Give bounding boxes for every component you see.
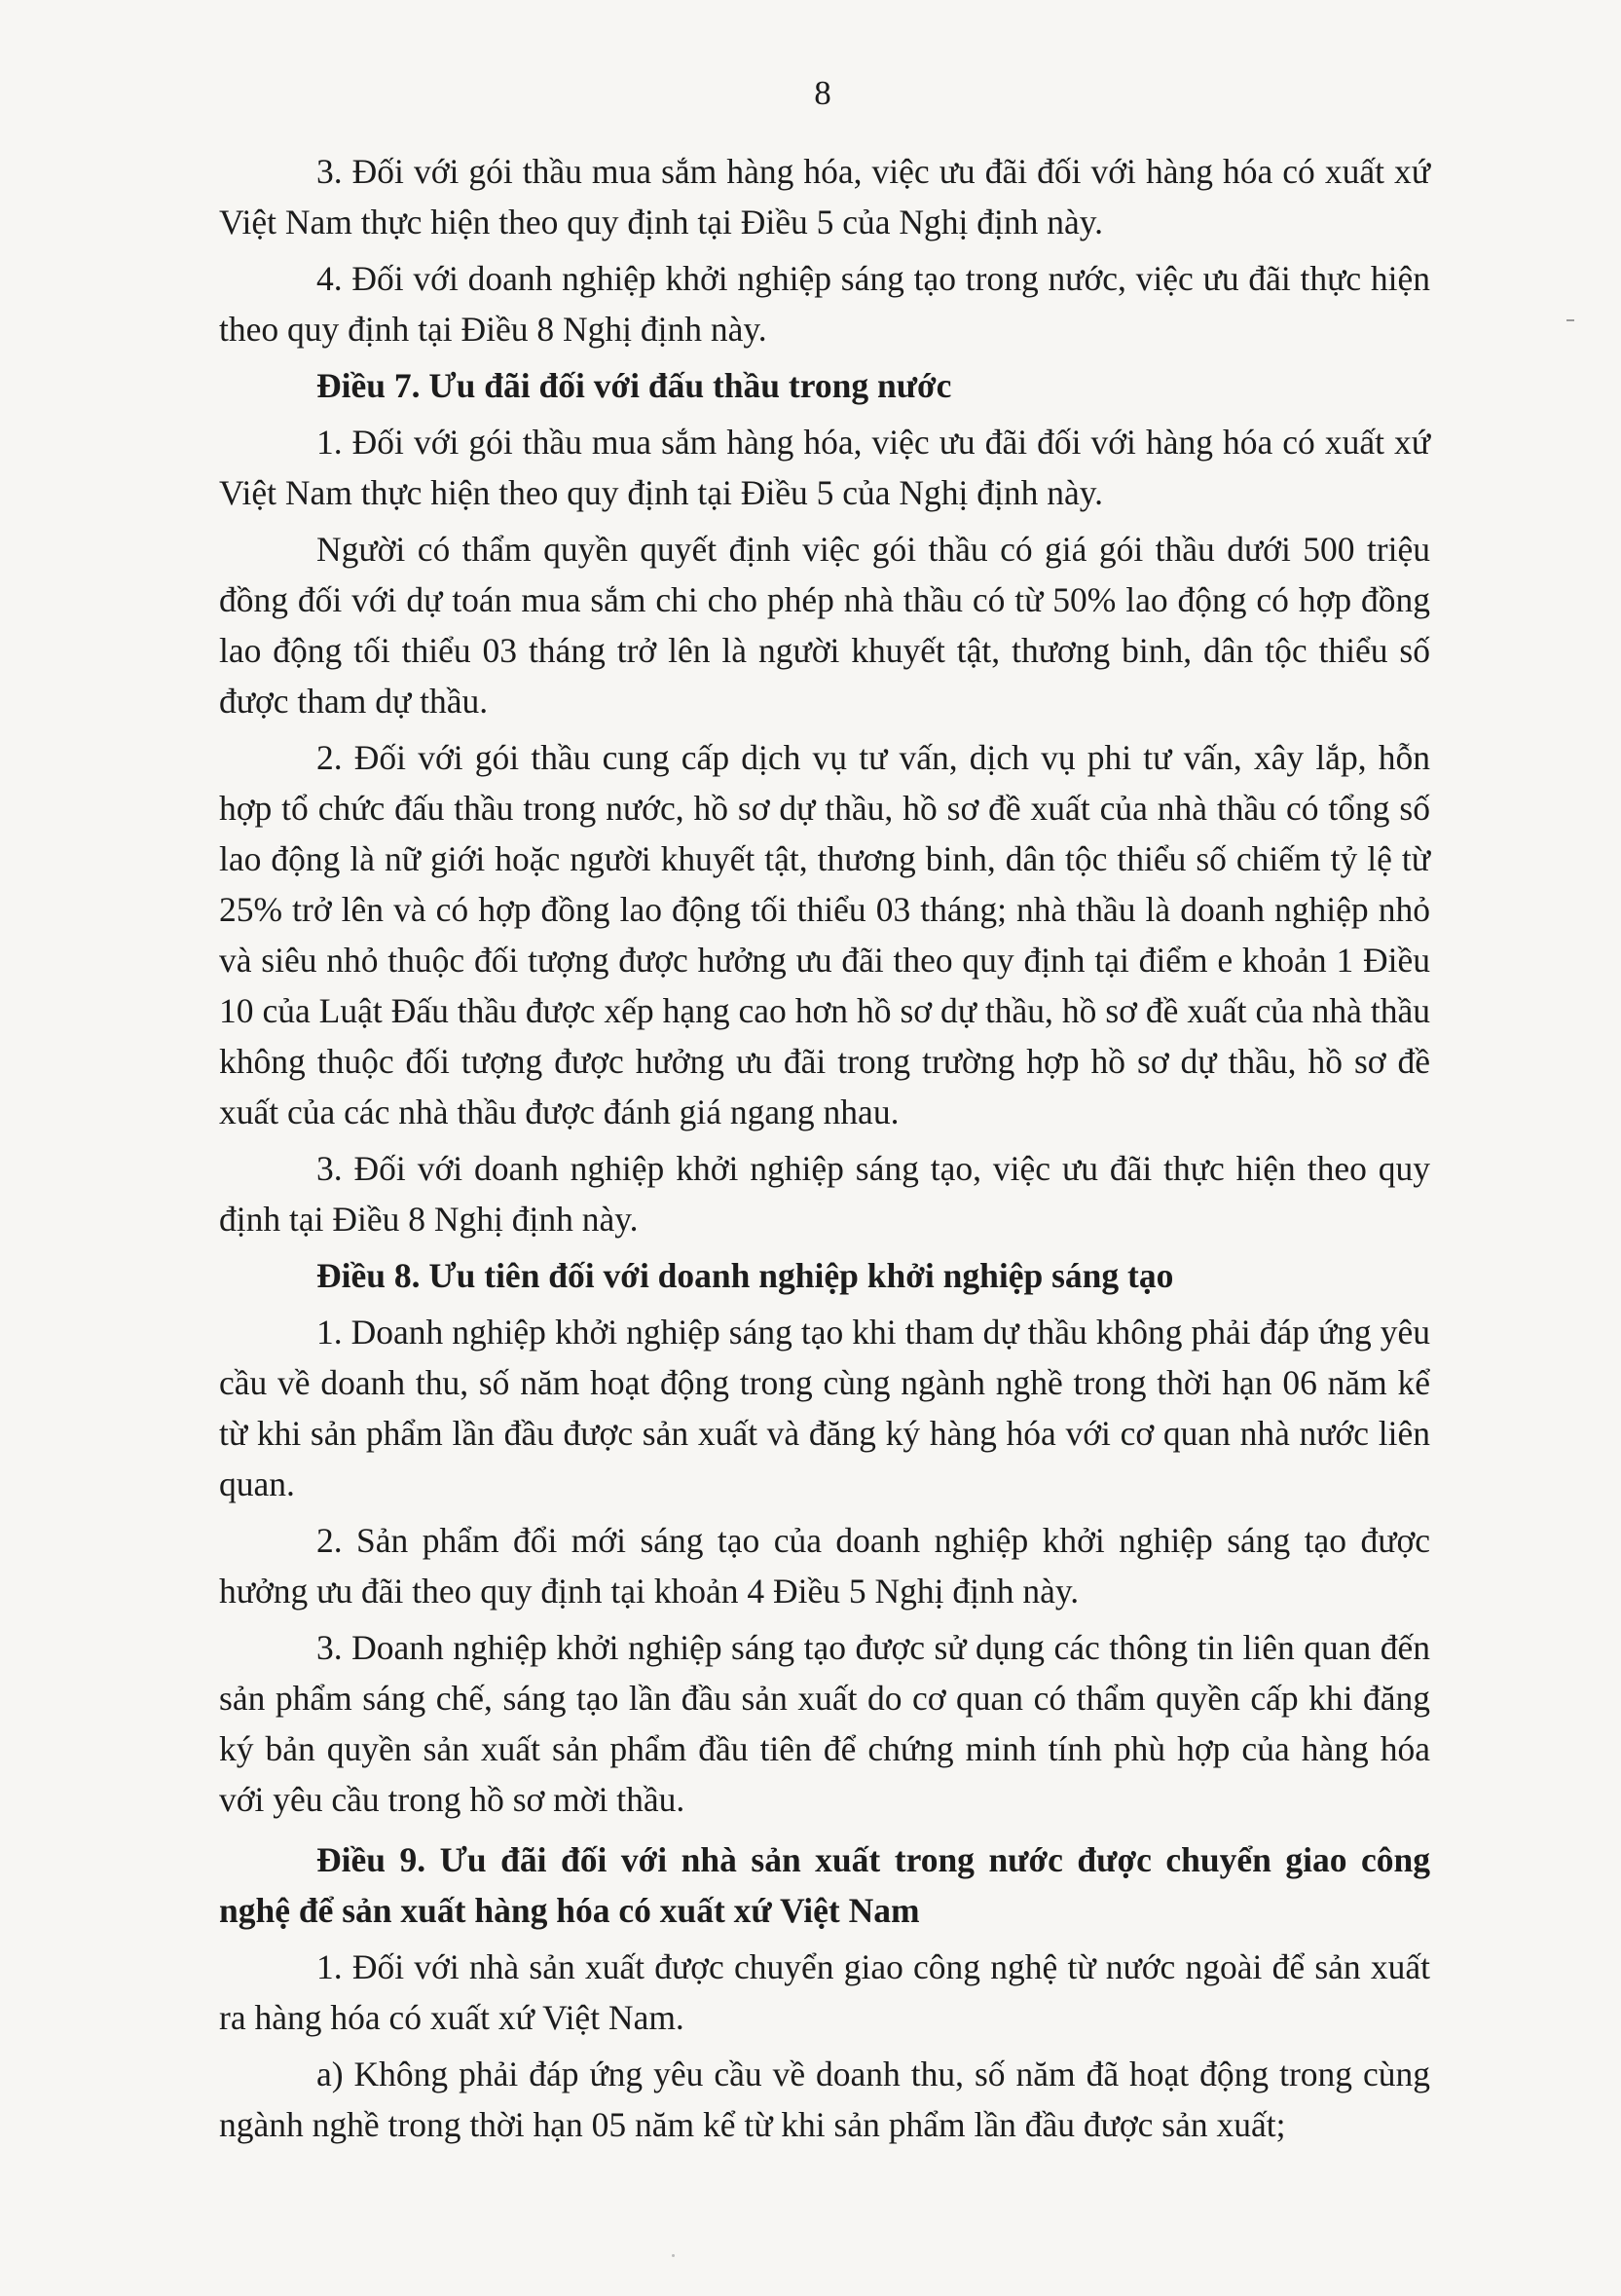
paragraph: a) Không phải đáp ứng yêu cầu về doanh thu, số năm đã hoạt động trong cùng ngành nghề trong thời hạn 05 năm kể từ khi sản phẩm lần đầu được sản xuất; <box>219 2055 1430 2144</box>
paragraph: 1. Đối với gói thầu mua sắm hàng hóa, việc ưu đãi đối với hàng hóa có xuất xứ Việt Nam thực hiện theo quy định tại Điều 5 của Nghị định này. <box>219 423 1430 512</box>
paragraph: 2. Sản phẩm đổi mới sáng tạo của doanh nghiệp khởi nghiệp sáng tạo được hưởng ưu đãi theo quy định tại khoản 4 Điều 5 Nghị định này. <box>219 1521 1430 1611</box>
paragraph: 1. Doanh nghiệp khởi nghiệp sáng tạo khi tham dự thầu không phải đáp ứng yêu cầu về doanh thu, số năm hoạt động trong cùng ngành nghề trong thời hạn 06 năm kể từ khi sản phẩm lần đầu được sản xuất và đăng ký hàng hóa với cơ quan nhà nước liên quan. <box>219 1313 1430 1503</box>
article-heading: Điều 7. Ưu đãi đối với đấu thầu trong nước <box>316 366 952 405</box>
scan-dot <box>672 2254 675 2257</box>
scan-mark <box>1566 319 1574 321</box>
paragraph: Người có thẩm quyền quyết định việc gói thầu có giá gói thầu dưới 500 triệu đồng đối với dự toán mua sắm chi cho phép nhà thầu có từ 50% lao động có hợp đồng lao động tối thiểu 03 tháng trở lên là người khuyết tật, thương binh, dân tộc thiểu số được tham dự thầu. <box>219 530 1430 721</box>
article-heading: Điều 8. Ưu tiên đối với doanh nghiệp khởi nghiệp sáng tạo <box>316 1256 1174 1295</box>
paragraph: 2. Đối với gói thầu cung cấp dịch vụ tư vấn, dịch vụ phi tư vấn, xây lắp, hỗn hợp tổ chức đấu thầu trong nước, hồ sơ dự thầu, hồ sơ đề xuất của nhà thầu có tổng số lao động là nữ giới hoặc người khuyết tật, thương binh, dân tộc thiểu số chiếm tỷ lệ từ 25% trở lên và có hợp đồng lao động tối thiểu 03 tháng; nhà thầu là doanh nghiệp nhỏ và siêu nhỏ thuộc đối tượng được hưởng ưu đãi theo quy định tại điểm e khoản 1 Điều 10 của Luật Đấu thầu được xếp hạng cao hơn hồ sơ dự thầu, hồ sơ đề xuất của nhà thầu không thuộc đối tượng được hưởng ưu đãi trong trường hợp hồ sơ dự thầu, hồ sơ đề xuất của các nhà thầu được đánh giá ngang nhau. <box>219 738 1430 1131</box>
paragraph: 3. Đối với gói thầu mua sắm hàng hóa, việc ưu đãi đối với hàng hóa có xuất xứ Việt Nam thực hiện theo quy định tại Điều 5 của Nghị định này. <box>219 152 1430 241</box>
paragraph: 1. Đối với nhà sản xuất được chuyển giao công nghệ từ nước ngoài để sản xuất ra hàng hóa có xuất xứ Việt Nam. <box>219 1947 1430 2037</box>
paragraph: 4. Đối với doanh nghiệp khởi nghiệp sáng tạo trong nước, việc ưu đãi thực hiện theo quy định tại Điều 8 Nghị định này. <box>219 259 1430 349</box>
page-number: 8 <box>814 74 831 112</box>
document-body <box>219 146 1430 2150</box>
paragraph: 3. Doanh nghiệp khởi nghiệp sáng tạo được sử dụng các thông tin liên quan đến sản phẩm sáng chế, sáng tạo lần đầu sản xuất do cơ quan có thẩm quyền cấp khi đăng ký bản quyền sản xuất sản phẩm đầu tiên để chứng minh tính phù hợp của hàng hóa với yêu cầu trong hồ sơ mời thầu. <box>219 1628 1430 1819</box>
article-heading: Điều 9. Ưu đãi đối với nhà sản xuất trong nước được chuyển giao công nghệ để sản xuất hàng hóa có xuất xứ Việt Nam <box>219 1840 1430 1930</box>
paragraph: 3. Đối với doanh nghiệp khởi nghiệp sáng tạo, việc ưu đãi thực hiện theo quy định tại Điều 8 Nghị định này. <box>219 1149 1430 1239</box>
